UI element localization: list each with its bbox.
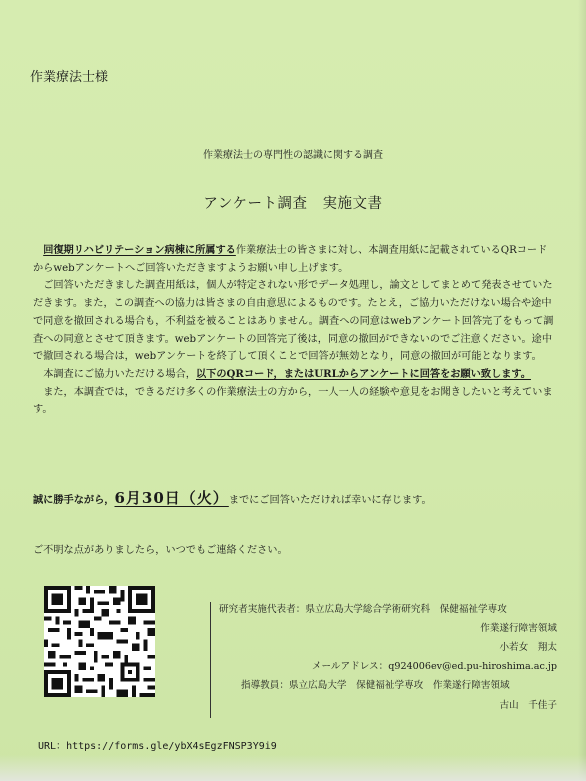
page-edge-shadow <box>578 0 586 781</box>
representative-name: 小若女 翔太 <box>499 642 557 653</box>
representative-line <box>219 602 507 618</box>
survey-url-line <box>38 737 277 752</box>
body-text <box>33 242 557 419</box>
deadline-lead: 誠に勝手ながら， <box>33 494 115 506</box>
advisor-affiliation: 県立広島大学 保健福祉学専攻 作業遂行障害領域 <box>288 680 510 691</box>
advisor-line <box>241 678 510 694</box>
deadline-line <box>33 488 432 511</box>
page-bottom-edge <box>0 755 586 781</box>
deadline-date: 6月30日（火） <box>114 489 229 507</box>
survey-url-link[interactable]: https://forms.gle/ybX4sEgzFNSP3Y9i9 <box>66 741 277 752</box>
representative-label: 研究者実施代表者： <box>219 604 306 615</box>
url-label: URL： <box>38 741 67 752</box>
representative-affiliation: 県立広島大学総合学術研究科 保健福祉学専攻 <box>305 604 507 615</box>
email-address[interactable]: q924006ev@ed.pu-hiroshima.ac.jp <box>388 661 557 672</box>
email-label: メールアドレス： <box>311 661 389 672</box>
intro-text: 作業療法士の皆さまに対し、本調査用紙に記載されているQRコードからwebアンケートへご回答いただきますようお願い申し上げます。 <box>33 245 548 274</box>
deadline-rest: までにご回答いただければ幸いに存じます。 <box>228 495 432 506</box>
contact-note: ご不明な点がありましたら，いつでもご連絡ください。 <box>33 545 288 556</box>
qr-code-icon[interactable] <box>44 586 155 697</box>
paragraph-intro <box>33 242 557 277</box>
representative-field: 作業遂行障害領域 <box>480 623 557 634</box>
target-ward-text: 回復期リハビリテーション病棟に所属する <box>43 244 236 256</box>
qr-code-graphic <box>44 586 155 697</box>
addressee: 作業療法士様 <box>30 70 109 85</box>
paragraph-closing: また，本調査では，できるだけ多くの作業療法士の方から，一人一人の経験や意見をお聞きしたいと考えています。 <box>33 386 553 416</box>
advisor-name: 古山 千佳子 <box>499 700 557 711</box>
advisor-label: 指導教員： <box>241 680 289 691</box>
paragraph-privacy: ご回答いただきました調査用紙は，個人が特定されない形でデータ処理し，論文としてまとめて発表させていただきます。また，この調査への協力は皆さまの自由意思によるものです。たとえ，ご協力いただけない場合や途中で同意を撤回される場合も，不利益を被ることはありません。調査への同意はwebアンケート回答完了をもって調査への同意とさせて頂きます。webアンケートの回答完了後は，同意の撤回ができないのでご注意ください。途中で撤回される場合は，webアンケートを終了して頂くことで回答が無効となり，同意の撤回が可能となります。 <box>33 280 554 363</box>
email-line <box>312 659 557 675</box>
document-title: アンケート調査 実施文書 <box>203 196 383 212</box>
researcher-info <box>210 602 567 718</box>
document-subtitle: 作業療法士の専門性の認識に関する調査 <box>203 150 383 161</box>
request-emphasis: 以下のQRコード，またはURLからアンケートに回答をお願い致します。 <box>196 367 531 380</box>
paragraph-request <box>33 366 557 384</box>
request-lead: 本調査にご協力いただける場合， <box>43 368 196 380</box>
